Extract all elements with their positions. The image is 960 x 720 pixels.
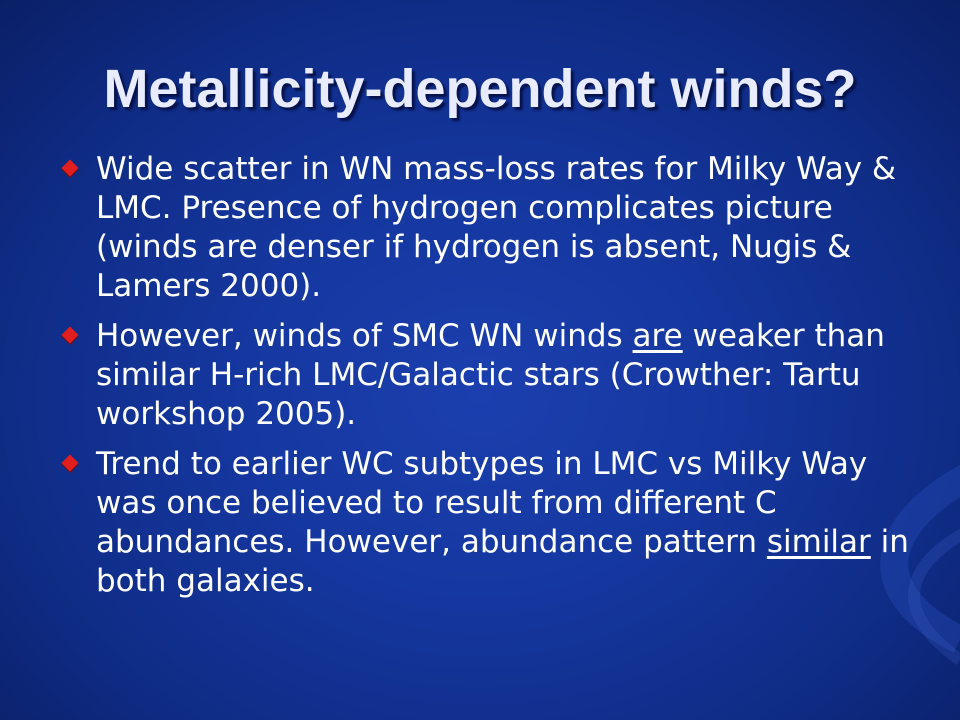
slide-title: Metallicity-dependent winds? (103, 59, 857, 119)
bullet-item-2 (56, 317, 936, 434)
underlined-text: similar (766, 524, 871, 560)
bullet-list (56, 150, 936, 612)
bullet-text: in both galaxies. (96, 524, 909, 599)
bullet-text: However, winds of SMC WN winds (96, 318, 633, 354)
bullet-item-1 (56, 150, 936, 306)
bullet-item-3 (56, 445, 936, 601)
bullet-text: weaker than similar H-rich LMC/Galactic stars (Crowther: Tartu workshop 2005). (96, 318, 885, 432)
diamond-bullet-icon (62, 455, 79, 472)
bullet-text: Trend to earlier WC subtypes in LMC vs Milky Way was once believed to result from different C abundances. However, abundance pattern (96, 446, 868, 560)
underlined-text: are (632, 318, 683, 354)
diamond-bullet-icon (62, 327, 79, 344)
bullet-text: Wide scatter in WN mass-loss rates for Milky Way & LMC. Presence of hydrogen complicates picture (winds are denser if hydrogen is absent, Nugis & Lamers 2000). (96, 151, 897, 304)
diamond-bullet-icon (62, 160, 79, 177)
